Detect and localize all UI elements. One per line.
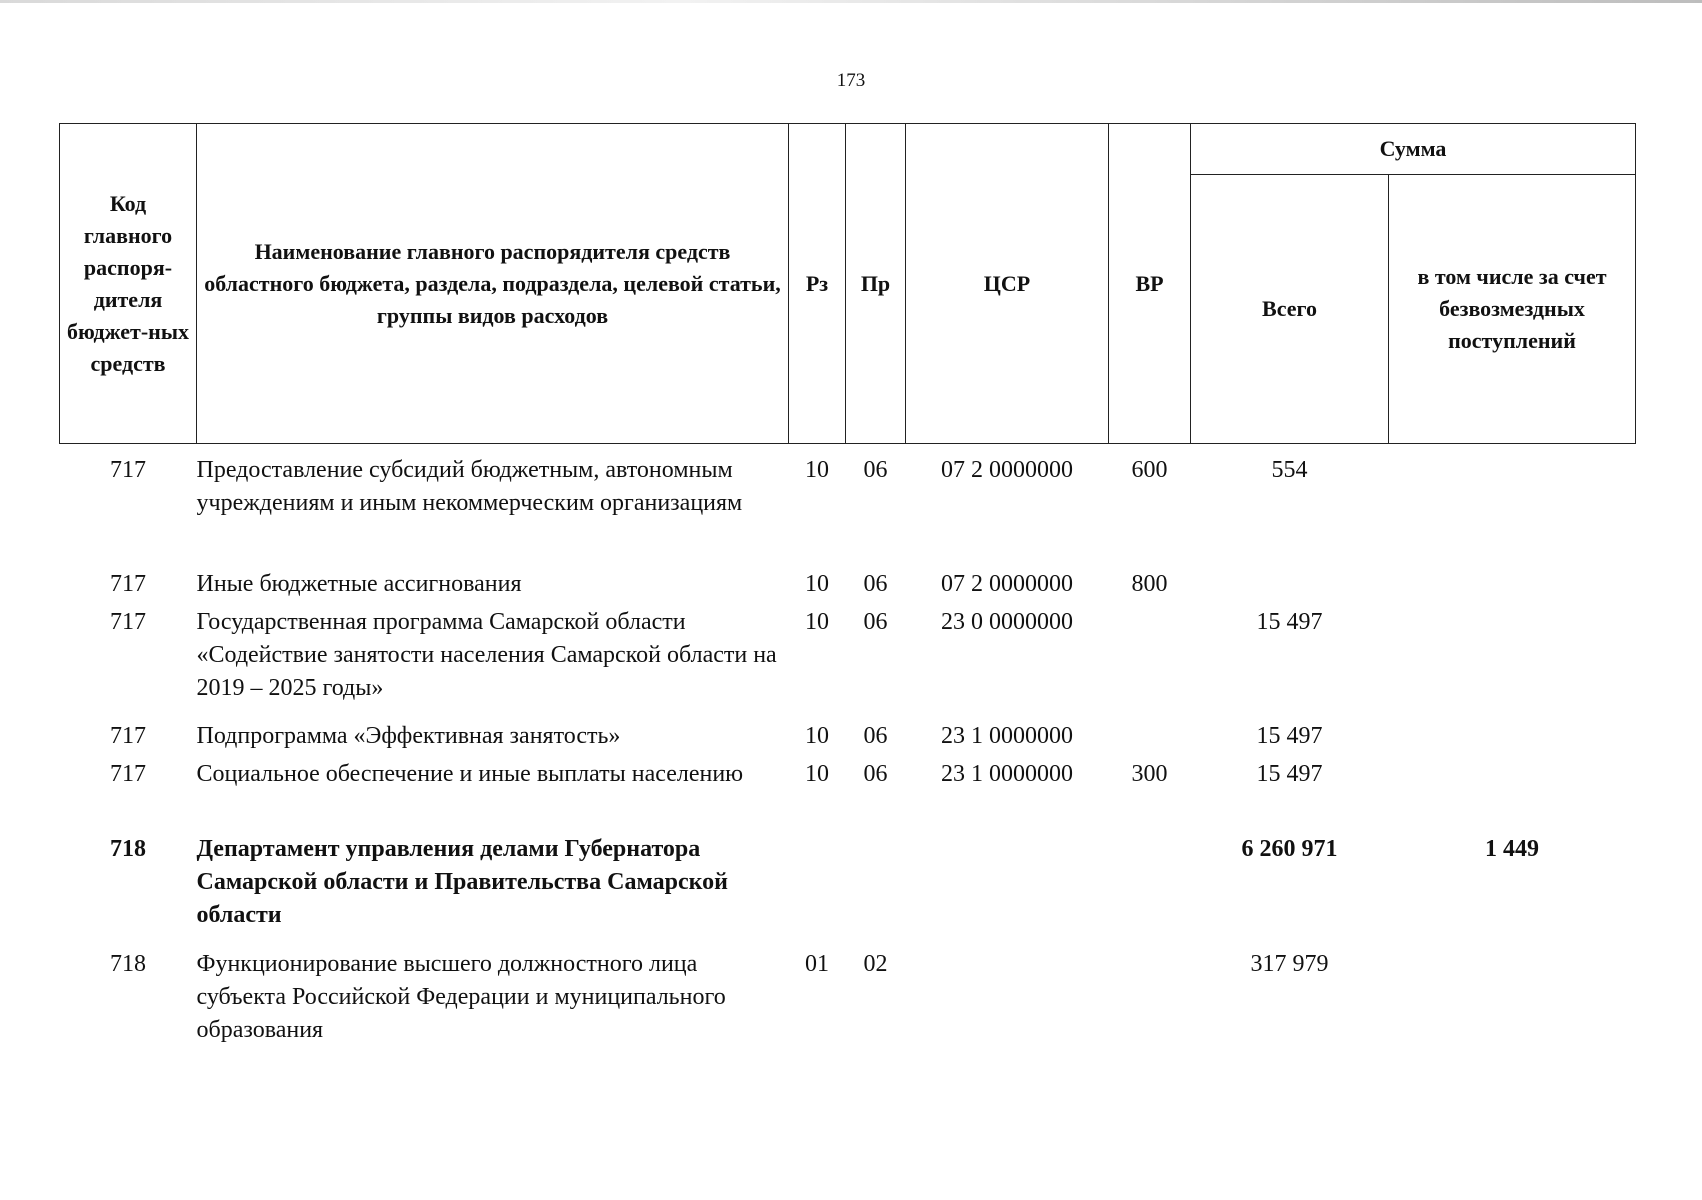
cell-vsego: 15 497 xyxy=(1256,609,1323,635)
header-vr: ВР xyxy=(1109,124,1191,444)
page-number: 173 xyxy=(836,70,866,91)
cell-pr: 06 xyxy=(863,761,888,787)
header-vsego: Всего xyxy=(1191,175,1389,444)
cell-rz: 10 xyxy=(805,457,829,483)
header-summa: Сумма xyxy=(1191,124,1636,175)
table-row xyxy=(60,758,1636,833)
cell-kod: 718 xyxy=(110,951,146,977)
cell-vtch xyxy=(1389,568,1636,606)
cell-vr: 800 xyxy=(1131,571,1168,597)
cell-kod: 717 xyxy=(110,609,146,635)
cell-csr xyxy=(906,833,1109,948)
table-body xyxy=(60,444,1636,1059)
cell-rz xyxy=(789,833,846,948)
budget-table-wrapper xyxy=(59,123,1635,1058)
cell-vtch xyxy=(1389,948,1636,1058)
cell-vsego xyxy=(1191,568,1389,606)
cell-rz: 01 xyxy=(805,951,829,977)
cell-vtch xyxy=(1389,606,1636,720)
cell-csr xyxy=(906,948,1109,1058)
cell-rz: 10 xyxy=(805,571,829,597)
header-pr: Пр xyxy=(846,124,906,444)
cell-name: Предоставление субсидий бюджетным, автономным учреждениям и иным некоммерческим организациям xyxy=(196,457,743,516)
scan-edge xyxy=(0,0,1702,3)
header-rz: Рз xyxy=(789,124,846,444)
cell-vsego: 15 497 xyxy=(1256,761,1323,787)
cell-vr xyxy=(1109,833,1191,948)
cell-name: Иные бюджетные ассигнования xyxy=(196,571,522,597)
header-vtch: в том числе за счет безвозмездных поступлений xyxy=(1389,175,1636,444)
cell-pr: 06 xyxy=(863,457,888,483)
cell-vr: 600 xyxy=(1131,457,1168,483)
cell-name: Департамент управления делами Губернатора Самарской области и Правительства Самарской области xyxy=(196,836,728,928)
cell-vr xyxy=(1109,720,1191,758)
table-row xyxy=(60,948,1636,1058)
cell-pr: 02 xyxy=(863,951,888,977)
cell-vsego: 317 979 xyxy=(1250,951,1329,977)
cell-kod: 718 xyxy=(110,836,146,862)
cell-rz: 10 xyxy=(805,761,829,787)
cell-kod: 717 xyxy=(110,761,146,787)
cell-vtch xyxy=(1389,720,1636,758)
cell-kod: 717 xyxy=(110,723,146,749)
cell-pr: 06 xyxy=(863,609,888,635)
cell-vtch xyxy=(1389,444,1636,569)
cell-vtch xyxy=(1389,758,1636,833)
cell-csr: 07 2 0000000 xyxy=(941,571,1073,597)
cell-vsego: 554 xyxy=(1271,457,1308,483)
cell-name: Государственная программа Самарской области «Содействие занятости населения Самарской области на 2019 – 2025 годы» xyxy=(196,609,777,701)
cell-csr: 23 0 0000000 xyxy=(941,609,1073,635)
cell-csr: 23 1 0000000 xyxy=(941,723,1073,749)
cell-name: Социальное обеспечение и иные выплаты населению xyxy=(196,761,744,787)
cell-csr: 07 2 0000000 xyxy=(941,457,1073,483)
cell-rz: 10 xyxy=(805,723,829,749)
table-row xyxy=(60,833,1636,948)
cell-vsego: 6 260 971 xyxy=(1241,836,1338,862)
cell-vsego: 15 497 xyxy=(1256,723,1323,749)
cell-vr xyxy=(1109,606,1191,720)
cell-csr: 23 1 0000000 xyxy=(941,761,1073,787)
table-row xyxy=(60,606,1636,720)
cell-vr xyxy=(1109,948,1191,1058)
header-csr: ЦСР xyxy=(906,124,1109,444)
cell-name: Функционирование высшего должностного лица субъекта Российской Федерации и муниципального образования xyxy=(196,951,726,1043)
cell-kod: 717 xyxy=(110,571,146,597)
cell-pr xyxy=(846,833,906,948)
header-kod: Код главного распоря-дителя бюджет-ных средств xyxy=(60,124,197,444)
cell-vtch: 1 449 xyxy=(1485,836,1539,862)
cell-pr: 06 xyxy=(863,723,888,749)
table-row xyxy=(60,568,1636,606)
cell-kod: 717 xyxy=(110,457,146,483)
cell-pr: 06 xyxy=(863,571,888,597)
header-name: Наименование главного распорядителя средств областного бюджета, раздела, подраздела, целевой статьи, группы видов расходов xyxy=(197,124,789,444)
table-row xyxy=(60,720,1636,758)
table-header xyxy=(60,124,1636,444)
cell-name: Подпрограмма «Эффективная занятость» xyxy=(196,723,621,749)
cell-vr: 300 xyxy=(1131,761,1168,787)
table-row xyxy=(60,444,1636,569)
budget-table xyxy=(59,123,1636,1058)
cell-rz: 10 xyxy=(805,609,829,635)
